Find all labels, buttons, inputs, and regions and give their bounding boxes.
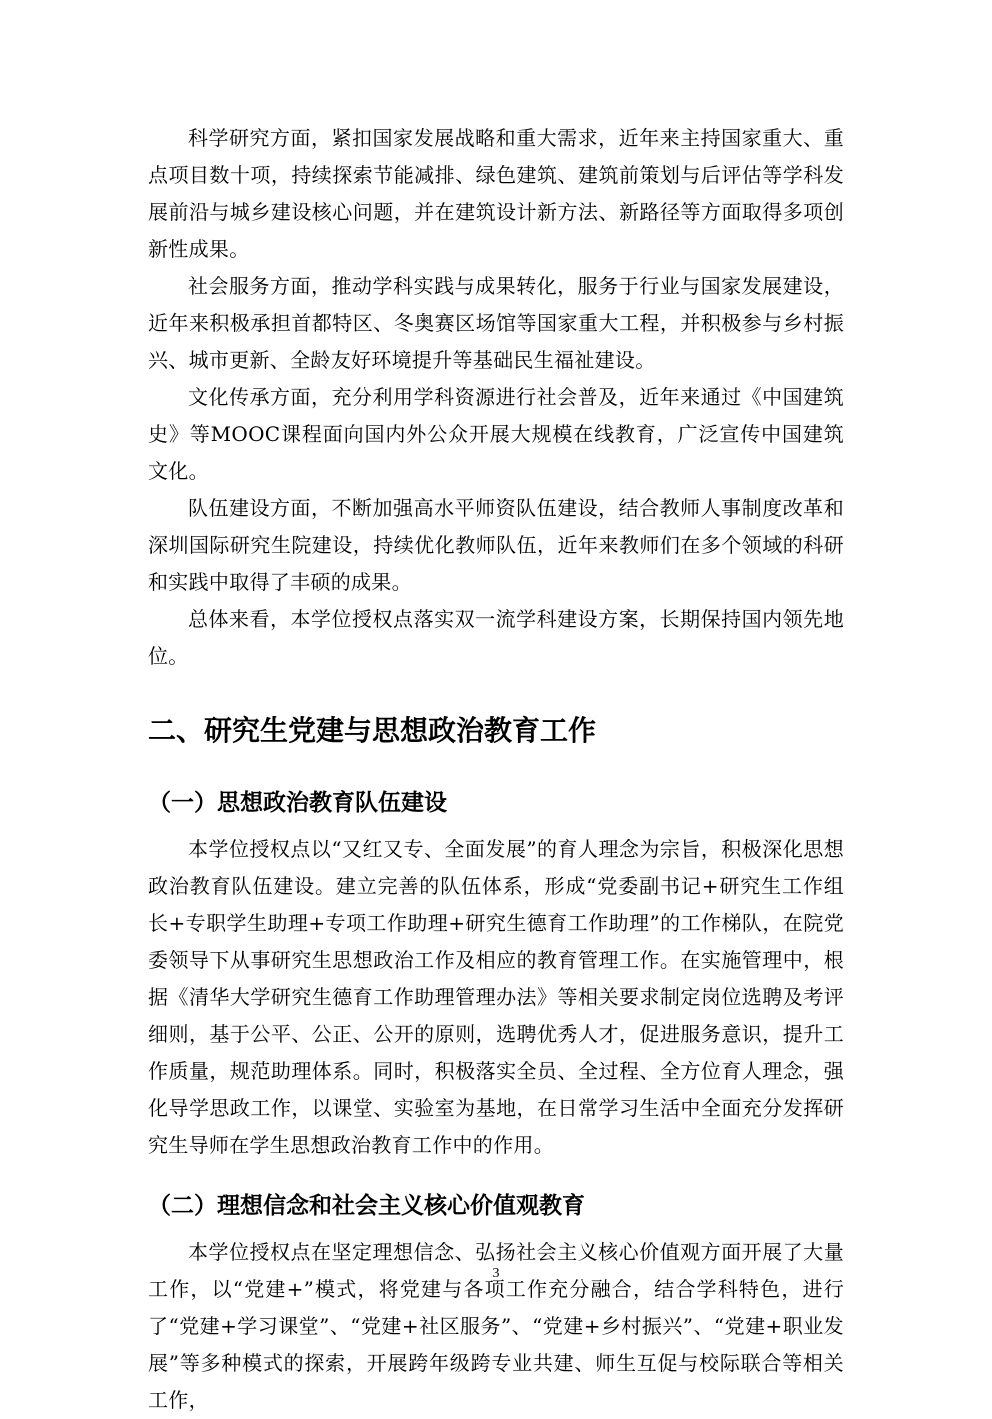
paragraph-cultural-heritage: 文化传承方面，充分利用学科资源进行社会普及，近年来通过《中国建筑史》等MOOC课程面向国内外公众开展大规模在线教育，广泛宣传中国建筑文化。 [148, 385, 844, 483]
paragraph-team-building: 队伍建设方面，不断加强高水平师资队伍建设，结合教师人事制度改革和深圳国际研究生院建设，持续优化教师队伍，近年来教师们在多个领域的科研和实践中取得了丰硕的成果。 [148, 496, 844, 594]
paragraph-social-service: 社会服务方面，推动学科实践与成果转化，服务于行业与国家发展建设，近年来积极承担首都特区、冬奥赛区场馆等国家重大工程，并积极参与乡村振兴、城市更新、全龄友好环境提升等基础民生福祉建设。 [148, 274, 844, 372]
subsection-heading-1: （一）思想政治教育队伍建设 [148, 790, 447, 816]
subsection-paragraph-1: 本学位授权点以“又红又专、全面发展”的育人理念为宗旨，积极深化思想政治教育队伍建设。建立完善的队伍体系，形成“党委副书记+研究生工作组长+专职学生助理+专项工作助理+研究生德育工作助理”的工作梯队，在院党委领导下从事研究生思想政治工作及相应的教育管理工作。在实施管理中，根据《清华大学研究生德育工作助理管理办法》等相关要求制定岗位选聘及考评细则，基于公平、公正、公开的原则，选聘优秀人才，促进服务意识，提升工作质量，规范助理体系。同时，积极落实全员、全过程、全方位育人理念，强化导学思政工作，以课堂、实验室为基地，在日常学习生活中全面充分发挥研究生导师在学生思想政治教育工作中的作用。 [148, 837, 844, 1157]
subsection-heading-2: （二）理想信念和社会主义核心价值观教育 [148, 1193, 585, 1219]
page-content [148, 120, 844, 1419]
subsection-paragraph-2: 本学位授权点在坚定理想信念、弘扬社会主义核心价值观方面开展了大量工作，以“党建+”模式，将党建与各项工作充分融合，结合学科特色，进行了“党建+学习课堂”、“党建+社区服务”、“党建+乡村振兴”、“党建+职业发展”等多种模式的探索，开展跨年级跨专业共建、师生互促与校际联合等相关工作， [148, 1240, 844, 1412]
paragraph-summary: 总体来看，本学位授权点落实双一流学科建设方案，长期保持国内领先地位。 [148, 607, 844, 668]
section-heading: 二、研究生党建与思想政治教育工作 [148, 714, 597, 747]
paragraph-scientific-research: 科学研究方面，紧扣国家发展战略和重大需求，近年来主持国家重大、重点项目数十项，持续探索节能减排、绿色建筑、建筑前策划与后评估等学科发展前沿与城乡建设核心问题，并在建筑设计新方法、新路径等方面取得多项创新性成果。 [148, 126, 844, 261]
page-number: 3 [492, 1266, 500, 1281]
